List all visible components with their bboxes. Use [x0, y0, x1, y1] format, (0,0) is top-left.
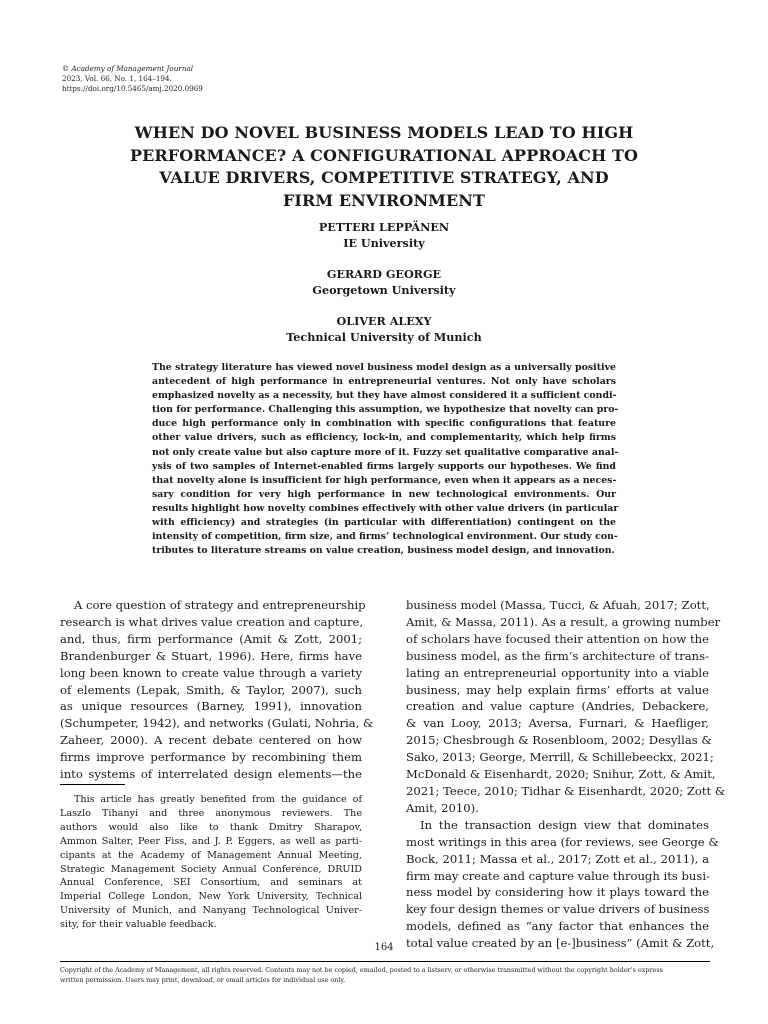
abstract-line: sary condition for very high performance in new technological environments. Our	[152, 488, 616, 500]
acknowledgment-footnote	[60, 793, 362, 932]
body-line: and, thus, firm performance (Amit & Zott, 2001;	[60, 631, 362, 646]
body-line: McDonald & Eisenhardt, 2020; Snihur, Zott, & Amit,	[406, 767, 716, 782]
body-line: total value created by an [e-]business” (Amit & Zott,	[406, 936, 715, 951]
body-line: as unique resources (Barney, 1991), innovation	[60, 699, 362, 714]
copyright-line: written permission. Users may print, download, or email articles for individual use only.	[60, 976, 346, 984]
body-line: ness model by considering how it plays toward the	[406, 885, 709, 900]
body-line: of scholars have focused their attention on how the	[406, 631, 709, 646]
body-line: models, defined as “any factor that enhances the	[406, 919, 709, 934]
author-name: GERARD GEORGE	[326, 267, 442, 281]
body-line: 2015; Chesbrough & Rosenbloom, 2002; Desyllas &	[406, 733, 712, 748]
body-line: & van Looy, 2013; Aversa, Furnari, & Haefliger,	[406, 716, 709, 731]
title-line: VALUE DRIVERS, COMPETITIVE STRATEGY, AND	[159, 168, 609, 187]
body-line: Zaheer, 2000). A recent debate centered on how	[60, 733, 362, 748]
author-name: OLIVER ALEXY	[336, 314, 432, 328]
body-line: Sako, 2013; George, Merrill, & Schillebeeckx, 2021;	[406, 750, 714, 765]
body-line: research is what drives value creation and capture,	[60, 614, 364, 629]
author-affiliation: Technical University of Munich	[286, 330, 482, 344]
body-line: key four design themes or value drivers of business	[406, 902, 710, 917]
footnote-line: Ammon Salter, Peer Fiss, and J. P. Eggers, as well as parti-	[60, 835, 362, 847]
author-name: PETTERI LEPPÄNEN	[318, 220, 450, 234]
abstract-line: antecedent of high performance in entrepreneurial ventures. Not only have scholars	[152, 376, 616, 388]
body-line: A core question of strategy and entrepreneurship	[74, 598, 366, 612]
footnote-line: Laszlo Tihanyi and three anonymous reviewers. The	[60, 807, 362, 819]
abstract-line: The strategy literature has viewed novel business model design as a universally positive	[152, 362, 616, 373]
title-line: FIRM ENVIRONMENT	[282, 190, 486, 210]
journal-doi[interactable]: https://doi.org/10.5465/amj.2020.0969	[62, 84, 203, 93]
body-line: Amit, & Massa, 2011). As a result, a growing number	[406, 614, 721, 629]
abstract-line: intensity of competition, firm size, and firms’ technological environment. Our study con-	[152, 531, 618, 543]
body-line: of elements (Lepak, Smith, & Taylor, 2007), such	[60, 682, 362, 697]
body-line: lating an entrepreneurial opportunity into a viable	[406, 665, 709, 680]
body-line: Amit, 2010).	[406, 800, 479, 815]
abstract-line: with efficiency) and strategies (in particular with differentiation) contingent on the	[152, 517, 616, 529]
footnote-line: This article has greatly benefited from the guidance of	[74, 794, 362, 805]
footnote-line: sity, for their valuable feedback.	[60, 919, 217, 931]
body-line: (Schumpeter, 1942), and networks (Gulati, Nohria, &	[60, 716, 374, 731]
body-line: creation and value capture (Andries, Debackere,	[406, 699, 709, 714]
abstract-line: tributes to literature streams on value creation, business model design, and innovation.	[152, 545, 615, 557]
footnote-divider	[60, 784, 125, 785]
footnote-line: Annual Conference, SEI Consortium, and seminars at	[60, 877, 362, 889]
title-line: WHEN DO NOVEL BUSINESS MODELS LEAD TO HIGH	[134, 123, 634, 142]
author-affiliation: Georgetown University	[312, 283, 456, 297]
author-block	[0, 313, 768, 345]
abstract-line: other value drivers, such as efficiency, lock-in, and complementarity, which help firms	[152, 432, 616, 444]
journal-name: © Academy of Management Journal	[62, 64, 194, 73]
footnote-line: cipants at the Academy of Management Annual Meeting,	[60, 849, 362, 861]
abstract-line: ysis of two samples of Internet-enabled firms largely supports our hypotheses. We find	[152, 460, 616, 472]
journal-meta	[62, 64, 203, 94]
body-line: into systems of interrelated design elements—the	[60, 767, 362, 782]
body-line: firm may create and capture value through its busi-	[406, 868, 710, 883]
body-line: business model, as the firm’s architecture of trans-	[406, 648, 709, 663]
page-number: 164	[374, 942, 394, 953]
copyright-notice	[60, 965, 663, 985]
author-affiliation: IE University	[343, 236, 425, 250]
body-line: business, may help explain firms’ efforts at value	[406, 682, 709, 697]
body-column-right	[406, 597, 726, 952]
body-line: 2021; Teece, 2010; Tidhar & Eisenhardt, 2020; Zott &	[406, 783, 726, 798]
body-line: In the transaction design view that dominates	[420, 817, 709, 832]
abstract-line: not only create value but also capture more of it. Fuzzy set qualitative comparative anal-	[152, 446, 619, 458]
footnote-line: Imperial College London, New York University, Technical	[60, 891, 362, 903]
body-line: Bock, 2011; Massa et al., 2017; Zott et al., 2011), a	[406, 851, 709, 866]
title-line: PERFORMANCE? A CONFIGURATIONAL APPROACH TO	[129, 145, 639, 165]
author-block	[0, 219, 768, 251]
article-title	[100, 122, 668, 212]
abstract-line: results highlight how novelty combines effectively with other value drivers (in particular	[152, 502, 619, 514]
footnote-line: Strategic Management Society Annual Conference, DRUID	[60, 863, 362, 875]
footnote-line: University of Munich, and Nanyang Technological Univer-	[60, 905, 362, 917]
body-line: Brandenburger & Stuart, 1996). Here, firms have	[60, 648, 362, 663]
abstract-line: that novelty alone is insufficient for high performance, even when it appears as a neces-	[152, 474, 617, 486]
abstract-line: tion for performance. Challenging this assumption, we hypothesize that novelty can pro-	[152, 404, 619, 416]
body-line: most writings in this area (for reviews, see George &	[406, 834, 719, 849]
author-block	[0, 266, 768, 298]
abstract-line: duce high performance only in combination with specific configurations that feature	[152, 418, 616, 430]
body-column-left	[60, 597, 374, 783]
abstract-line: emphasized novelty as a necessity, but they have almost considered it a sufficient condi-	[152, 390, 617, 402]
body-line: firms improve performance by recombining them	[60, 750, 362, 765]
body-line: long been known to create value through a variety	[60, 665, 362, 680]
footnote-line: authors would also like to thank Dmitry Sharapov,	[60, 821, 362, 833]
copyright-line: Copyright of the Academy of Management, all rights reserved. Contents may not be copied, emailed, posted to a listserv, or otherwise transmitted without the copyright holder’s express	[60, 966, 663, 974]
copyright-divider	[60, 961, 710, 962]
body-line: business model (Massa, Tucci, & Afuah, 2017; Zott,	[406, 598, 710, 612]
journal-volume: 2023, Vol. 66, No. 1, 164–194.	[62, 74, 172, 83]
abstract	[152, 361, 619, 558]
